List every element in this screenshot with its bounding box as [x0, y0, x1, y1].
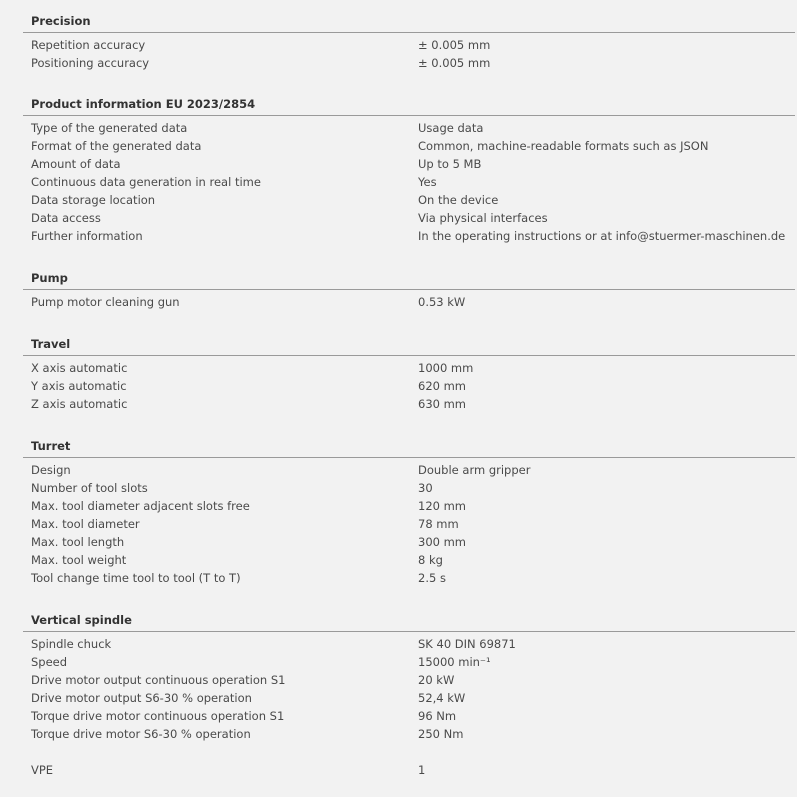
spec-label: Number of tool slots [31, 481, 148, 495]
section-header [23, 267, 795, 290]
spec-row [23, 359, 795, 377]
spec-row [23, 635, 795, 653]
spec-row [23, 293, 795, 311]
spec-row [23, 173, 795, 191]
spec-label: Spindle chuck [31, 637, 112, 651]
section-title: Travel [31, 337, 71, 351]
spec-label: Repetition accuracy [31, 38, 146, 52]
section-header [23, 333, 795, 356]
spec-row [23, 551, 795, 569]
spec-value: ± 0.005 mm [418, 38, 491, 52]
spec-value: 250 Nm [418, 727, 464, 741]
spec-row [23, 155, 795, 173]
spec-row [23, 119, 795, 137]
spec-label: Max. tool diameter adjacent slots free [31, 499, 250, 513]
spec-row [23, 689, 795, 707]
spec-value: 1000 mm [418, 361, 474, 375]
spec-value: SK 40 DIN 69871 [418, 637, 516, 651]
spec-value: Double arm gripper [418, 463, 531, 477]
spec-row [23, 227, 795, 245]
section-title: Turret [31, 439, 71, 453]
section-header [23, 10, 795, 33]
spec-value: 52,4 kW [418, 691, 466, 705]
spec-row [23, 671, 795, 689]
spec-row [23, 533, 795, 551]
spec-row [23, 54, 795, 72]
spec-value: Usage data [418, 121, 484, 135]
spec-value: 0.53 kW [418, 295, 466, 309]
spec-label: Design [31, 463, 71, 477]
spec-value: 15000 min⁻¹ [418, 655, 491, 669]
spec-value: 1 [418, 763, 426, 777]
spec-label: Data storage location [31, 193, 156, 207]
spec-value: In the operating instructions or at info@stuermer-maschinen.de [418, 229, 786, 243]
spec-value: 8 kg [418, 553, 443, 567]
spec-row [23, 653, 795, 671]
spec-row [23, 377, 795, 395]
spec-label: Torque drive motor continuous operation S1 [31, 709, 285, 723]
spec-label: Drive motor output S6-30 % operation [31, 691, 252, 705]
section-turret [23, 435, 795, 587]
spec-value: Common, machine-readable formats such as JSON [418, 139, 709, 153]
spec-value: Yes [418, 175, 437, 189]
spec-label: Positioning accuracy [31, 56, 150, 70]
section-travel [23, 333, 795, 413]
spec-row [23, 191, 795, 209]
spec-row [23, 479, 795, 497]
spec-label: Amount of data [31, 157, 121, 171]
spec-value: Via physical interfaces [418, 211, 548, 225]
spec-row [23, 707, 795, 725]
spec-label: Further information [31, 229, 143, 243]
spec-label: Torque drive motor S6-30 % operation [31, 727, 251, 741]
spec-label: Max. tool weight [31, 553, 127, 567]
spec-value: 2.5 s [418, 571, 446, 585]
spec-row [23, 515, 795, 533]
spec-value: 96 Nm [418, 709, 457, 723]
spec-label: Continuous data generation in real time [31, 175, 261, 189]
spec-row [23, 569, 795, 587]
spec-label: Tool change time tool to tool (T to T) [31, 571, 241, 585]
section-precision [23, 10, 795, 72]
spec-label: Max. tool diameter [31, 517, 140, 531]
spec-value: Up to 5 MB [418, 157, 482, 171]
spec-label: Type of the generated data [31, 121, 188, 135]
spec-row [23, 395, 795, 413]
section-title: Vertical spindle [31, 613, 132, 627]
spec-label: Speed [31, 655, 68, 669]
spec-label: Y axis automatic [31, 379, 127, 393]
spec-label: Pump motor cleaning gun [31, 295, 180, 309]
spec-value: 300 mm [418, 535, 467, 549]
spec-row [23, 209, 795, 227]
spec-value: 78 mm [418, 517, 459, 531]
spec-label: Max. tool length [31, 535, 125, 549]
spec-value: 630 mm [418, 397, 467, 411]
spec-value: ± 0.005 mm [418, 56, 491, 70]
spec-label: Format of the generated data [31, 139, 202, 153]
spec-row-vpe [23, 761, 795, 779]
spec-value: 20 kW [418, 673, 455, 687]
section-title: Pump [31, 271, 68, 285]
section-title: Product information EU 2023/2854 [31, 97, 256, 111]
section-header [23, 93, 795, 116]
section-header [23, 609, 795, 632]
spec-row [23, 36, 795, 54]
section-title: Precision [31, 14, 91, 28]
spec-label: Drive motor output continuous operation S1 [31, 673, 286, 687]
spec-value: 620 mm [418, 379, 467, 393]
spec-label: VPE [31, 763, 54, 777]
spec-label: Z axis automatic [31, 397, 128, 411]
spec-row [23, 137, 795, 155]
section-vertical-spindle [23, 609, 795, 743]
spec-row [23, 725, 795, 743]
section-pump [23, 267, 795, 311]
spec-value: 30 [418, 481, 433, 495]
spec-row [23, 461, 795, 479]
spec-label: Data access [31, 211, 101, 225]
spec-row [23, 497, 795, 515]
spec-value: 120 mm [418, 499, 467, 513]
section-header [23, 435, 795, 458]
spec-value: On the device [418, 193, 499, 207]
section-product-information [23, 93, 795, 245]
spec-label: X axis automatic [31, 361, 128, 375]
